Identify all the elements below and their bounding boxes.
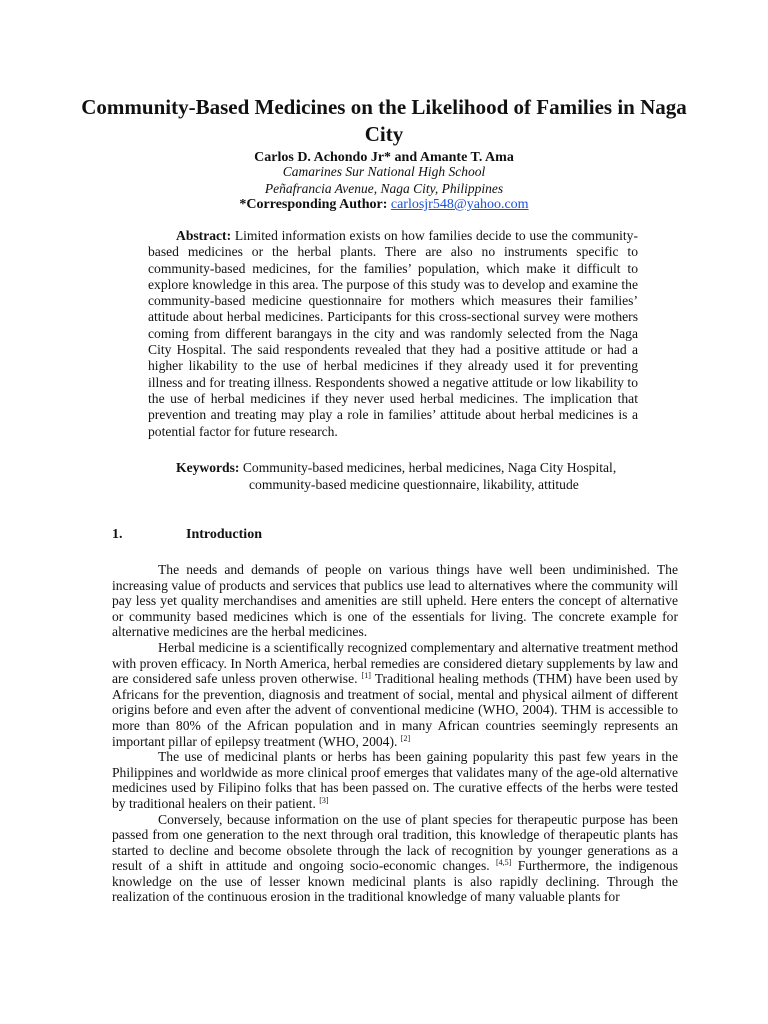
corresponding-email-link[interactable]: carlosjr548@yahoo.com [390,197,529,212]
paragraph [112,562,678,640]
paper-title: Community-Based Medicines on the Likelihood of Families in Naga City [81,95,687,146]
keywords-line-2: community-based medicine questionnaire, likability, attitude [249,476,579,492]
paragraph-text: Traditional healing methods (THM) have been used by Africans for the prevention, diagnosis and treatment of social, mental and physical ailment of different origins before and even after the advent of conventional medicine (WHO, 2004). THM is accessible to more than 80% of the African population and in many African countries seemingly represents an important pillar of epilepsy treatment (WHO, 2004). [112,671,679,749]
corresponding-author [0,196,768,213]
keywords [176,460,656,493]
affiliation-address: Peñafrancia Avenue, Naga City, Philippines [264,181,504,196]
corresponding-author-label: *Corresponding Author: [239,197,388,212]
paper-authors: Carlos D. Achondo Jr* and Amante T. Ama [254,150,514,165]
paragraph [112,812,678,906]
keywords-line-1: Community-based medicines, herbal medicines, Naga City Hospital, [242,460,617,475]
paragraph-text: The needs and demands of people on various things have well been undiminished. The increasing value of products and services that publics use lead to alternatives where the community will pay less yet quality merchandises and amenities are still upheld. Here enters the concept of alternative or community based medicines which is one of the essentials for living. The concrete example for alternative medicines are the herbal medicines. [112,562,678,640]
introduction-body [112,562,678,905]
citation-ref: [2] [400,733,411,743]
abstract-text: Limited information exists on how families decide to use the community-based medicines or the herbal plants. There are also no instruments specific to community-based medicines, for the families’ population, which make it difficult to explore knowledge in this area. The purpose of this study was to develop and examine the community-based medicine questionnaire for mothers which measures their families’ attitude about herbal medicines. Participants for this cross-sectional survey were mothers coming from different barangays in the city and was randomly selected from the Naga City Hospital. The said respondents revealed that they had a positive attitude or had a higher likability to the use of herbal medicines if they already used it for preventing illness and for treating illness. Respondents showed a negative attitude or low likability to the use of herbal medicines if they never used herbal medicines. The implication that prevention and treating may play a role in families’ attitude about herbal medicines is a potential factor for future research. [148,228,638,439]
keywords-label: Keywords: [176,460,240,475]
section-number: 1. [112,527,123,542]
paragraph [112,749,678,811]
paragraph-text: Furthermore, the indigenous knowledge on the use of lesser known medicinal plants is also rapidly declining. Through the realization of the continuous erosion in the traditional knowledge of many valuable plants for [112,858,678,905]
section-heading [112,527,262,543]
paragraph-text: The use of medicinal plants or herbs has been gaining popularity this past few years in the Philippines and worldwide as more clinical proof emerges that validates many of the age-old alternative medicines used by Filipino folks that has been passed on. The curative effects of the herbs were tested by traditional healers on their patient. [112,749,678,811]
citation-ref: [4,5] [496,858,512,868]
paragraph-text: Herbal medicine is a scientifically recognized complementary and alternative treatment method with proven efficacy. In North America, herbal remedies are considered dietary supplements by law and are considered safe unless proven otherwise. [112,639,678,687]
paragraph [112,640,678,749]
citation-ref: [1] [361,671,371,681]
paragraph-text: Conversely, because information on the use of plant species for therapeutic purpose has been passed from one generation to the next through oral tradition, this knowledge of therapeutic plants has started to decline and become obsolete through the lack of recognition by younger generations as a result of a shift in attitude and ongoing socio-economic changes. [112,811,678,874]
abstract [148,228,638,440]
section-title: Introduction [186,527,262,542]
abstract-label: Abstract: [176,228,232,243]
citation-ref: [3] [319,795,329,805]
affiliation-school: Camarines Sur National High School [282,164,486,179]
